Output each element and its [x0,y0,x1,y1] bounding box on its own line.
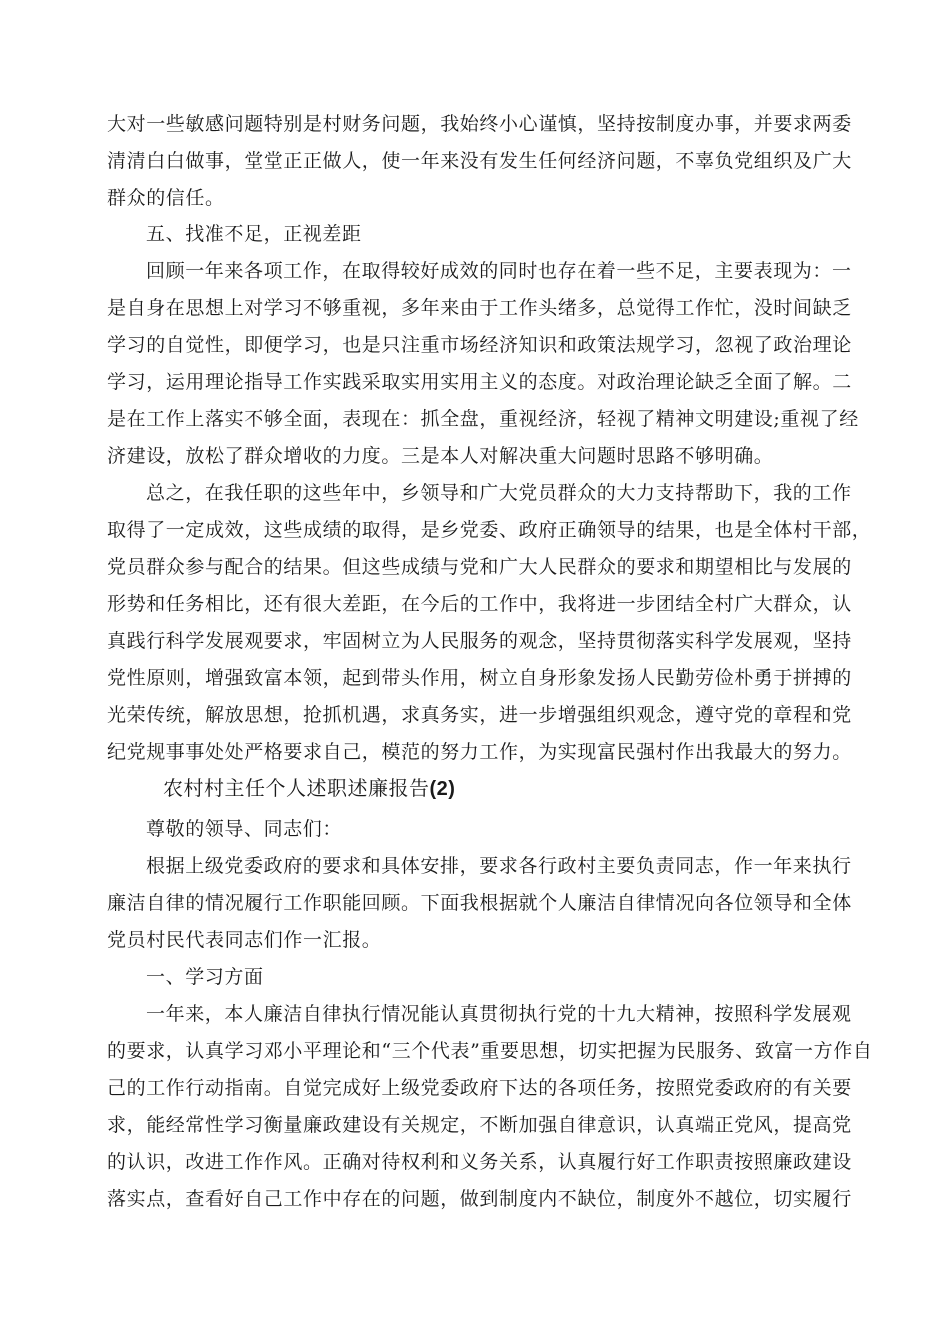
paragraph-line: 形势和任务相比，还有很大差距，在今后的工作中，我将进一步团结全村广大群众，认 [107,593,852,615]
paragraph-line: 己的工作行动指南。自觉完成好上级党委政府下达的各项任务，按照党委政府的有关要 [107,1077,852,1099]
paragraph-line: 根据上级党委政府的要求和具体安排，要求各行政村主要负责同志，作一年来执行 [146,855,852,877]
paragraph-line: 是自身在思想上对学习不够重视，多年来由于工作头绪多，总觉得工作忙，没时间缺乏 [107,297,852,319]
paragraph-line: 群众的信任。 [107,187,225,209]
paragraph-line: 取得了一定成效，这些成绩的取得，是乡党委、政府正确领导的结果，也是全体村干部， [107,519,872,541]
document-title [163,768,455,809]
paragraph-line: 总之，在我任职的这些年中，乡领导和广大党员群众的大力支持帮助下，我的工作 [146,482,852,504]
paragraph-line: 光荣传统，解放思想，抢抓机遇，求真务实，进一步增强组织观念，遵守党的章程和党 [107,704,852,726]
paragraph-line: 是在工作上落实不够全面，表现在：抓全盘，重视经济，轻视了精神文明建设;重视了经 [107,408,859,430]
section-heading: 五、找准不足，正视差距 [146,223,362,245]
paragraph-line: 清清白白做事，堂堂正正做人，使一年来没有发生任何经济问题，不辜负党组织及广大 [107,150,852,172]
paragraph-line: 党员群众参与配合的结果。但这些成绩与党和广大人民群众的要求和期望相比与发展的 [107,556,852,578]
paragraph-line: 学习，运用理论指导工作实践采取实用实用主义的态度。对政治理论缺乏全面了解。二 [107,371,852,393]
paragraph-line: 学习的自觉性，即便学习，也是只注重市场经济知识和政策法规学习，忽视了政治理论 [107,334,852,356]
paragraph-line: 的认识，改进工作作风。正确对待权利和义务关系，认真履行好工作职责按照廉政建设 [107,1151,852,1173]
section-heading: 一、学习方面 [146,966,264,988]
paragraph-line: 廉洁自律的情况履行工作职能回顾。下面我根据就个人廉洁自律情况向各位领导和全体 [107,892,852,914]
paragraph-line: 济建设，放松了群众增收的力度。三是本人对解决重大问题时思路不够明确。 [107,445,774,467]
paragraph-line: 求，能经常性学习衡量廉政建设有关规定，不断加强自律意识，认真端正党风，提高党 [107,1114,852,1136]
paragraph-line: 党员村民代表同志们作一汇报。 [107,929,382,951]
paragraph-line: 真践行科学发展观要求，牢固树立为人民服务的观念，坚持贯彻落实科学发展观，坚持 [107,630,852,652]
paragraph-line: 落实点，查看好自己工作中存在的问题，做到制度内不缺位，制度外不越位，切实履行 [107,1188,852,1210]
title-text: 农村村主任个人述职述廉报告 [163,776,430,800]
title-number: (2) [429,778,456,800]
paragraph-line: 党性原则，增强致富本领，起到带头作用，树立自身形象发扬人民勤劳俭朴勇于拼搏的 [107,667,852,689]
paragraph-line: 纪党规事事处处严格要求自己，模范的努力工作，为实现富民强村作出我最大的努力。 [107,741,852,763]
paragraph-line: 大对一些敏感问题特别是村财务问题，我始终小心谨慎，坚持按制度办事，并要求两委 [107,113,852,135]
paragraph-line: 一年来，本人廉洁自律执行情况能认真贯彻执行党的十九大精神，按照科学发展观 [146,1003,852,1025]
greeting: 尊敬的领导、同志们： [146,818,343,840]
paragraph-line: 回顾一年来各项工作，在取得较好成效的同时也存在着一些不足，主要表现为：一 [146,260,852,282]
paragraph-line: 的要求，认真学习邓小平理论和“三个代表”重要思想，切实把握为民服务、致富一方作自 [107,1040,873,1062]
